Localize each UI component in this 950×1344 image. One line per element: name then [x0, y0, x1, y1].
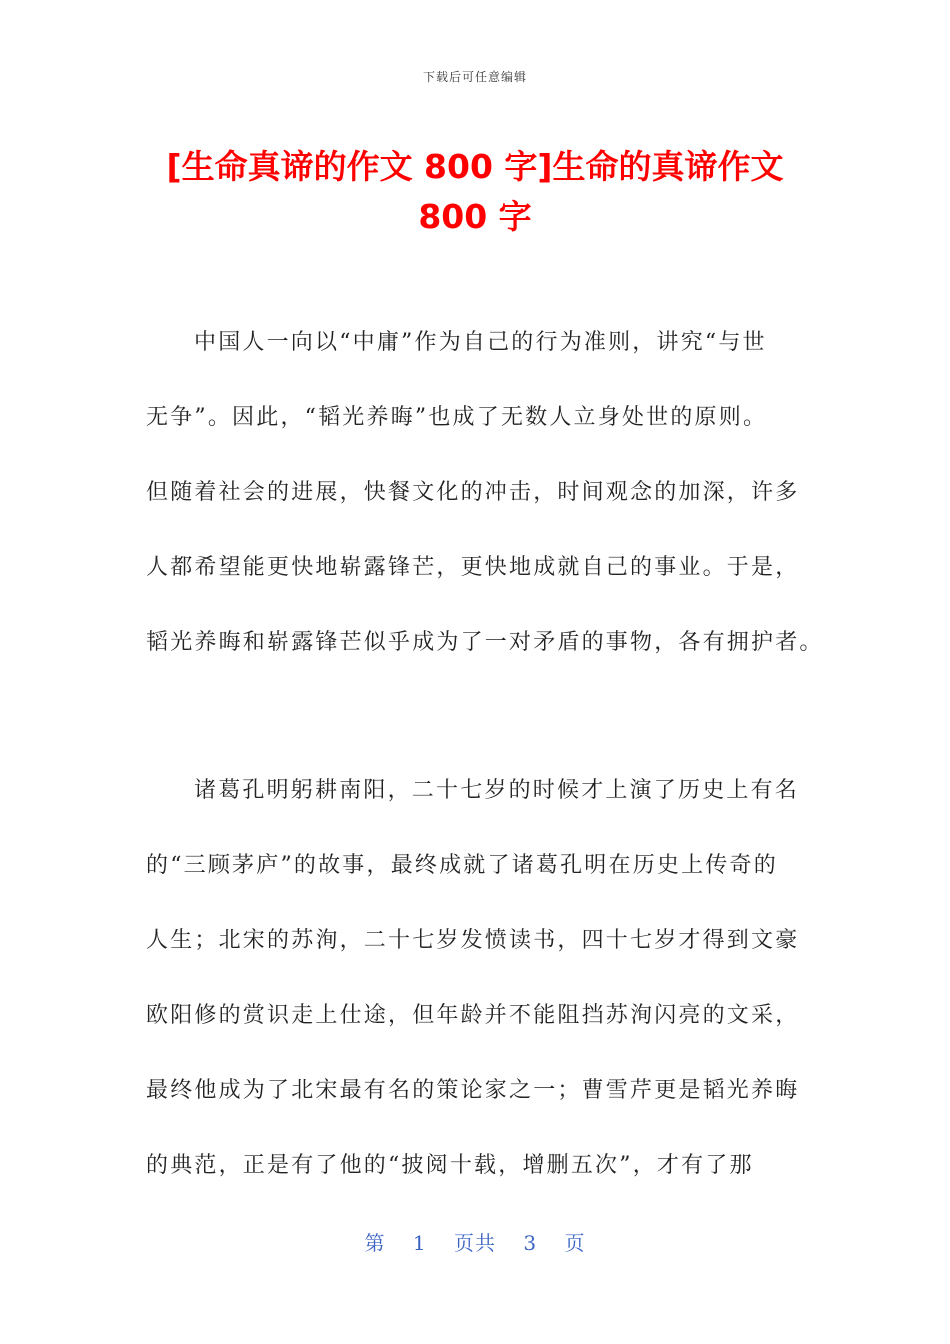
title-line-1: [生命真谛的作文 800 字]生命的真谛作文	[166, 147, 784, 186]
paragraph-line: 的典范，正是有了他的“披阅十载，增删五次”，才有了那	[146, 1153, 754, 1178]
paragraph-line: 欧阳修的赏识走上仕途，但年龄并不能阻挡苏洵闪亮的文采，	[146, 1003, 800, 1028]
page-number: 1	[412, 1231, 427, 1255]
title-line-2: 800 字	[418, 197, 532, 236]
paragraph-line: 但随着社会的进展，快餐文化的冲击，时间观念的加深，许多	[146, 480, 800, 505]
page-label: 第	[364, 1231, 386, 1255]
document-title	[100, 142, 850, 242]
total-pages: 3	[523, 1231, 538, 1255]
paragraph-line: 最终他成为了北宋最有名的策论家之一；曹雪芹更是韬光养晦	[146, 1078, 800, 1103]
paragraph-line: 的“三顾茅庐”的故事，最终成就了诸葛孔明在历史上传奇的	[146, 853, 778, 878]
paragraph-line: 中国人一向以“中庸”作为自己的行为准则，讲究“与世	[194, 330, 767, 355]
paragraph-1	[146, 330, 824, 705]
paragraph-2	[146, 778, 806, 1228]
paragraph-line: 人生；北宋的苏洵，二十七岁发愤读书，四十七岁才得到文豪	[146, 928, 800, 953]
paragraph-line: 无争”。因此，“韬光养晦”也成了无数人立身处世的原则。	[146, 405, 768, 430]
paragraph-line: 诸葛孔明躬耕南阳，二十七岁的时候才上演了历史上有名	[194, 778, 800, 803]
page-footer	[0, 1227, 950, 1256]
total-label: 页共	[454, 1231, 496, 1255]
paragraph-line: 韬光养晦和崭露锋芒似乎成为了一对矛盾的事物，各有拥护者。	[146, 630, 824, 655]
header-note: 下载后可任意编辑	[422, 70, 527, 84]
paragraph-line: 人都希望能更快地崭露锋芒，更快地成就自己的事业。于是，	[146, 555, 800, 580]
page-suffix: 页	[564, 1231, 586, 1255]
